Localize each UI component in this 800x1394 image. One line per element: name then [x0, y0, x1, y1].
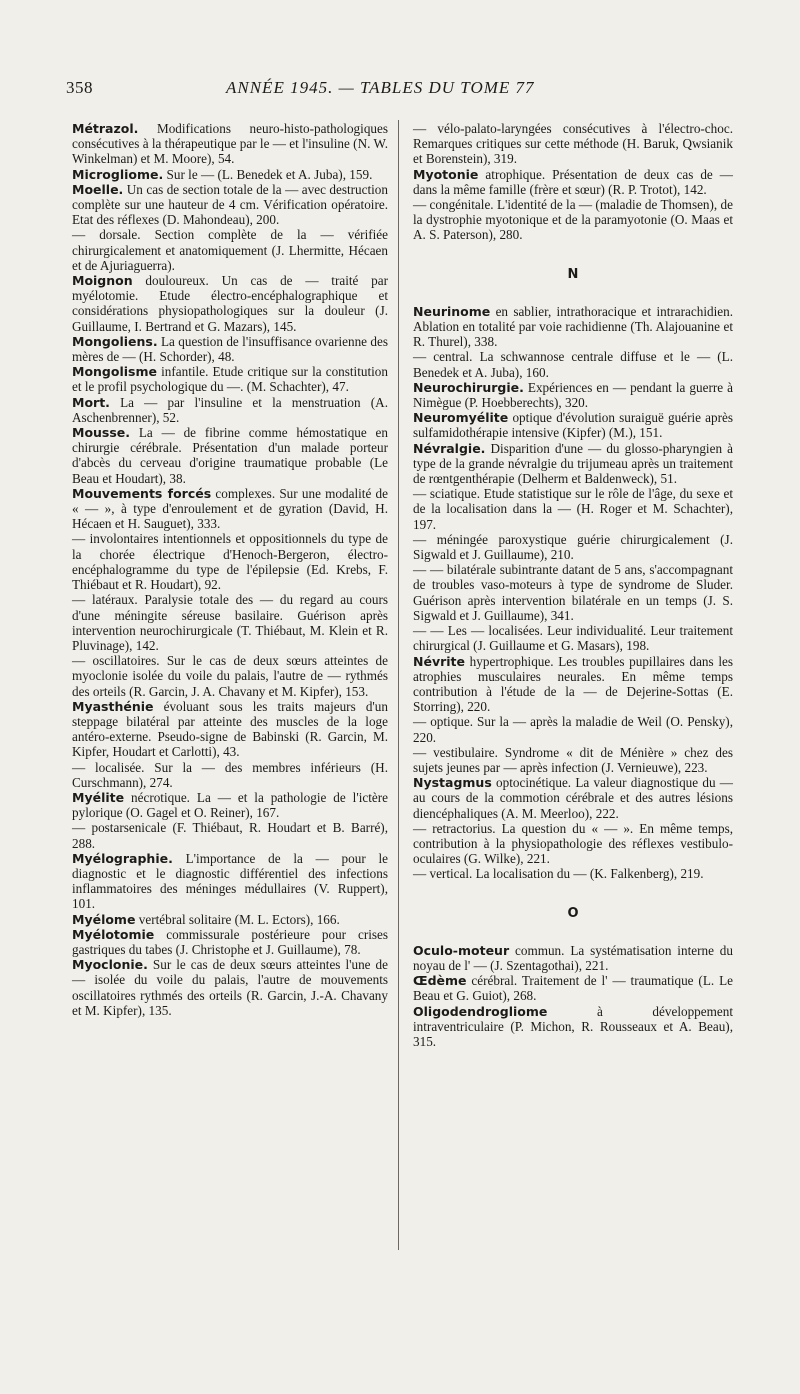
index-entry [72, 121, 388, 167]
running-title: ANNÉE 1945. — TABLES DU TOME 77 [226, 78, 535, 97]
section-letter-n: N [567, 266, 579, 282]
entry-headword: Mongolisme [72, 364, 157, 380]
entry-headword: Névralgie. [413, 440, 486, 456]
entry-text: — vélo-palato-laryngées consécutives à l'électro-choc. Remarques critiques sur cette méthode (H. Baruk, Qwsianik et Borenstein), 319. [413, 121, 733, 167]
index-entry [413, 167, 733, 197]
entry-text: commissurale postérieure pour crises gastriques du tabes (J. Christophe et J. Guillaume), 78. [72, 926, 388, 957]
entry-headword: Myasthénie [72, 698, 154, 714]
entry-headword: Myélographie. [72, 850, 173, 866]
index-entry [413, 775, 733, 821]
page-number: 358 [66, 78, 93, 97]
entry-text: Modifications neuro-histo-pathologiques consécutives à la thérapeutique par le — et l'insuline (N. W. Winkelman) et M. Moore), 54. [72, 121, 388, 167]
entry-text: cérébral. Traitement de l' — traumatique (L. Le Beau et G. Guiot), 268. [413, 973, 733, 1004]
index-entry [413, 943, 733, 973]
index-entry [413, 866, 733, 881]
index-entry [72, 486, 388, 532]
index-entry [413, 623, 733, 653]
entry-text: La — de fibrine comme hémostatique en chirurgie cérébrale. Présentation d'un malade porteur d'abcès du cerveau d'origine traumatique probable (Le Beau et Houdart), 38. [72, 425, 388, 486]
entry-headword: Œdème [413, 973, 467, 989]
entry-text: douloureux. Un cas de — traité par myélotomie. Etude électro-encéphalographique et considérations physiopathologiques sur la douleur (J. Guillaume, I. Bertrand et G. Mazars), 145. [72, 273, 388, 334]
index-entry [72, 395, 388, 425]
entry-text: — vertical. La localisation du — (K. Falkenberg), 219. [413, 866, 704, 882]
index-entry [72, 851, 388, 912]
entry-text: L'importance de la — pour le diagnostic et le diagnostic différentiel des infections inflammatoires des méninges médullaires (V. Ruppert), 101. [72, 850, 388, 912]
entry-text: — retractorius. La question du « — ». En même temps, contribution à la physiopathologie des réflexes vestibulo-oculaires (G. Wilke), 221. [413, 820, 733, 867]
index-entry [413, 821, 733, 867]
index-entry [413, 349, 733, 379]
entry-text: infantile. Etude critique sur la constitution et le profil psychologique du —. (M. Schachter), 47. [72, 364, 388, 395]
entry-text: — localisée. Sur la — des membres inférieurs (H. Curschmann), 274. [72, 759, 388, 790]
entry-text: nécrotique. La — et la pathologie de l'ictère pylorique (O. Gagel et O. Reiner), 167. [72, 789, 388, 821]
right-column [413, 121, 733, 1049]
entry-headword: Oligodendrogliome [413, 1003, 548, 1019]
index-entry [72, 790, 388, 820]
page-header [66, 78, 736, 108]
entry-headword: Mort. [72, 394, 110, 410]
index-entry [72, 227, 388, 273]
left-column [72, 121, 388, 1018]
entry-text: à développement intraventriculaire (P. Michon, R. Rousseaux et A. Beau), 315. [413, 1003, 733, 1049]
entry-text: Sur le — (L. Benedek et A. Juba), 159. [163, 166, 373, 182]
entry-headword: Mousse. [72, 425, 131, 441]
index-entry [72, 760, 388, 790]
entry-headword: Neurinome [413, 303, 491, 319]
index-entry [413, 714, 733, 744]
index-entry [413, 654, 733, 715]
index-entry [72, 699, 388, 760]
index-entry [413, 1004, 733, 1050]
index-entry [72, 182, 388, 228]
index-entry [413, 973, 733, 1003]
entry-headword: Microgliome. [72, 166, 164, 182]
entry-text: — involontaires intentionnels et oppositionnels du type de la chorée électrique d'Henoch-Bergeron, électro-encéphalogramme du type de l'épilepsie (Ed. Krebs, F. Thiébaut et R. Houdart), 92. [72, 531, 388, 593]
entry-headword: Nystagmus [413, 775, 492, 791]
index-entry [72, 592, 388, 653]
index-entry [72, 912, 388, 927]
entry-text: Sur le cas de deux sœurs atteintes l'une de — isolée du voile du palais, l'autre de mouvements oscillatoires rythmés des orteils (R. Garcin, J.-A. Chavany et M. Kipfer), 135. [72, 957, 388, 1018]
index-entry [413, 745, 733, 775]
index-entry [413, 410, 733, 440]
index-entry [413, 121, 733, 167]
entry-headword: Mongoliens. [72, 333, 158, 349]
entry-text: — optique. Sur la — après la maladie de Weil (O. Pensky), 220. [413, 714, 733, 745]
entry-text: en sablier, intrathoracique et intrarachidien. Ablation en totalité par voie rachidienne (Th. Alajouanine et R. Thurel), 338. [413, 303, 733, 350]
entry-headword: Métrazol. [72, 121, 139, 136]
index-entry [413, 486, 733, 532]
index-entry [72, 334, 388, 364]
section-letter-o: O [567, 905, 579, 921]
entry-text: — — bilatérale subintrante datant de 5 ans, s'accompagnant de troubles vaso-moteurs à type de syndrome de Sluder. Guérison après intervention bilatérale en un temps (J. S. Sigwald et J. Guillaume), 341. [413, 562, 733, 623]
entry-headword: Neuromyélite [413, 410, 509, 426]
entry-text: — congénitale. L'identité de la — (maladie de Thomsen), de la dystrophie myotonique et de la paramyotonie (O. Maas et A. S. Paterson), 280. [413, 197, 733, 243]
entry-headword: Névrite [413, 653, 465, 669]
entry-text: La question de l'insuffisance ovarienne des mères de — (H. Schorder), 48. [72, 333, 388, 365]
entry-text: — méningée paroxystique guérie chirurgicalement (J. Sigwald et J. Guillaume), 210. [413, 531, 733, 563]
entry-text: — sciatique. Etude statistique sur le rôle de l'âge, du sexe et de la localisation dans la — (H. Roger et M. Schachter), 197. [413, 486, 733, 532]
entry-text: Expériences en — pendant la guerre à Nimègue (P. Hoebberechts), 320. [413, 379, 733, 411]
index-entry [72, 531, 388, 592]
entry-text: vertébral solitaire (M. L. Ectors), 166. [135, 911, 340, 927]
entry-text: hypertrophique. Les troubles pupillaires dans les atrophies musculaires neurales. En même temps contribution à l'étude de la — de Dejerine-Sottas (E. Storring), 220. [413, 653, 733, 715]
entry-text: — vestibulaire. Syndrome « dit de Ménière » chez des sujets jeunes par — après infection (J. Vernieuwe), 223. [413, 744, 733, 775]
index-entry [72, 425, 388, 486]
entry-headword: Moelle. [72, 181, 124, 197]
entry-headword: Myélome [72, 911, 136, 927]
index-entry [413, 532, 733, 562]
index-entry [72, 653, 388, 699]
entry-text: — oscillatoires. Sur le cas de deux sœurs atteintes de myoclonie isolée du voile du palais, l'autre de — rythmés des orteils (R. Garcin, J. A. Chavany et M. Kipfer), 153. [72, 653, 388, 699]
entry-headword: Myélotomie [72, 926, 155, 942]
entry-text: complexes. Sur une modalité de « — », à type d'enroulement et de gyration (David, H. Hécaen et H. Sauguet), 333. [72, 485, 388, 532]
index-entry [413, 562, 733, 623]
entry-headword: Mouvements forcés [72, 485, 212, 501]
entry-headword: Myotonie [413, 166, 479, 182]
index-entry [72, 957, 388, 1018]
entry-headword: Oculo-moteur [413, 942, 510, 958]
index-entry [413, 197, 733, 243]
column-divider [398, 120, 399, 1250]
entry-text: — — Les — localisées. Leur individualité. Leur traitement chirurgical (J. Guillaume et G. Masars), 198. [413, 623, 733, 654]
entry-text: — latéraux. Paralysie totale des — du regard au cours d'une méningite séreuse basilaire. Guérison après intervention neurochirurgicale (T. Thiébaut, M. Klein et R. Pluvinage), 142. [72, 592, 388, 653]
entry-text: commun. La systématisation interne du noyau de l' — (J. Szentagothai), 221. [413, 942, 733, 973]
index-entry [413, 304, 733, 350]
index-entry [413, 380, 733, 410]
entry-headword: Moignon [72, 273, 133, 289]
entry-text: — dorsale. Section complète de la — vérifiée chirurgicalement et anatomiquement (J. Lhermitte, Hécaen et de Ajuriaguerra). [72, 227, 388, 273]
entry-text: optique d'évolution suraiguë guérie après sulfamidothérapie intensive (Kipfer) (M.), 151. [413, 410, 733, 441]
entry-text: évoluant sous les traits majeurs d'un steppage bilatéral par atteinte des muscles de la loge antéro-externe. Pseudo-signe de Babinski (R. Garcin, M. Kipfer, Houdart et Carlotti), 43. [72, 698, 388, 760]
entry-text: atrophique. Présentation de deux cas de — dans la même famille (frère et sœur) (R. P. Trotot), 142. [413, 166, 733, 197]
entry-text: optocinétique. La valeur diagnostique du — au cours de la commotion cérébrale et des autres lésions diencéphaliques (A. M. Meerloo), 222. [413, 775, 733, 821]
index-entry [72, 273, 388, 334]
index-entry [72, 820, 388, 850]
entry-text: La — par l'insuline et la menstruation (A. Aschenbrenner), 52. [72, 394, 388, 425]
entry-text: — postarsenicale (F. Thiébaut, R. Houdart et B. Barré), 288. [72, 820, 388, 851]
index-entry [413, 441, 733, 487]
entry-text: Disparition d'une — du glosso-pharyngien à type de la grande névralgie du trijumeau après un traitement de rœntgenthérapie (Delherm et Baldenweck), 51. [413, 440, 733, 487]
entry-headword: Myoclonie. [72, 957, 148, 973]
entry-headword: Myélite [72, 789, 125, 805]
entry-text: — central. La schwannose centrale diffuse et le — (L. Benedek et A. Juba), 160. [413, 349, 733, 380]
entry-headword: Neurochirurgie. [413, 379, 524, 395]
index-entry [72, 364, 388, 394]
index-entry [72, 167, 388, 182]
entry-text: Un cas de section totale de la — avec destruction complète sur une hauteur de 4 cm. Vérification opératoire. Etat des réflexes (D. Mahondeau), 200. [72, 181, 388, 228]
index-entry [72, 927, 388, 957]
